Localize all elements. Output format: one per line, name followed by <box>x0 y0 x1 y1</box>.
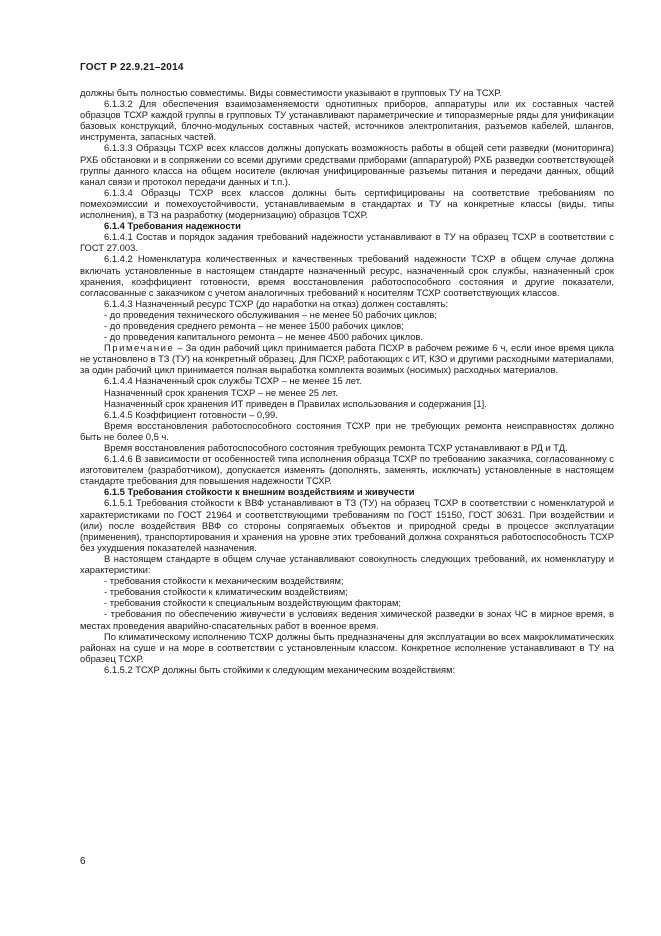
list-item: - требования стойкости к механическим воздействиям; <box>104 575 344 587</box>
list-item: - до проведения технического обслуживания – не менее 50 рабочих циклов; <box>104 308 437 320</box>
page-number: 6 <box>80 856 86 867</box>
paragraph: 6.1.4.2 Номенклатура количественных и качественных требований надежности ТСХР в общем случае должна включать установленные в настоящем стандарте назначенный ресурс, назначенный срок службы, назначенный срок хранения, коэффициент готовности, время восстановления работоспособного состояния и другие показатели, согласованные с заказчиком с учетом аналогичных требований к носителям ТСХР соответствующих классов. <box>80 253 614 298</box>
list-item: - до проведения капитального ремонта – не менее 4500 рабочих циклов. <box>104 331 424 343</box>
list-item: - требования по обеспечению живучести в условиях ведения химической разведки в зонах ЧС в мирное время, в местах проведения аварийно-спасательных работ в военное время. <box>80 608 614 631</box>
note-text: – За один рабочий цикл принимается работа ПСХР в рабочем режиме 6 ч, если иное время цикла не установлено в ТЗ (ТУ) на конкретный образец. Для ПСХР, работающих с ИТ, КЗО и другими расходными материалами, за один рабочий цикл принимается полная выработка комплекта возимых (носимых) расходных материалов. <box>80 342 614 376</box>
page-header-doc-code: ГОСТ Р 22.9.21–2014 <box>80 62 184 73</box>
paragraph: Время восстановления работоспособного состояния требующих ремонта ТСХР устанавливают в РД и ТД. <box>104 442 568 453</box>
paragraph: 6.1.5.1 Требования стойкости к ВВФ устанавливают в ТЗ (ТУ) на образец ТСХР в соответствии с номенклатурой и характеристиками по ГОСТ 21964 и соответствующими требованиям по ГОСТ 15150, ГОСТ 30631. При воздействии и (или) после воздействия ВВФ со стороны сопрягаемых объектов и природной среды в процессе эксплуатации (применения), транспортирования и хранения на уровне этих требований должна сохраняться работоспособность ТСХР без ухудшения показателей назначения. <box>80 497 614 553</box>
note-paragraph <box>80 342 614 375</box>
paragraph: 6.1.4.4 Назначенный срок службы ТСХР – не менее 15 лет. <box>104 375 362 387</box>
paragraph: 6.1.4.6 В зависимости от особенностей типа исполнения образца ТСХР по требованию заказчика, согласованному с изготовителем (разработчиком), допускается изменять (дополнять, заменять, исключать) установленные в настоящем стандарте требования для повышения надежности ТСХР. <box>80 453 614 487</box>
paragraph: По климатическому исполнению ТСХР должны быть предназначены для эксплуатации во всех макроклиматических районах на суше и на море в соответствии с установленным классом. Конкретное исполнение устанавливают в ТУ на образец ТСХР. <box>80 630 614 664</box>
paragraph: 6.1.3.2 Для обеспечения взаимозаменяемости однотипных приборов, аппаратуры или их составных частей образцов ТСХР каждой группы в групповых ТУ устанавливают параметрические и типоразмерные ряды для унификации базовых конструкций, блочно-модульных составных частей, источников электропитания, разъемов кабелей, шлангов, инструмента, запасных частей. <box>80 98 614 143</box>
paragraph: 6.1.3.4 Образцы ТСХР всех классов должны быть сертифицированы на соответствие требованиям по помехоэмиссии и помехоустойчивости, устанавливаемым в стандартах и ТУ на конкретные классы (виды, типы исполнения), в ТЗ на разработку (модернизацию) образцов ТСХР. <box>80 186 614 221</box>
list-item: - требования стойкости к специальным воздействующим факторам; <box>104 597 401 609</box>
paragraph: 6.1.4.1 Состав и порядок задания требований надежности устанавливают в ТУ на образец ТСХР в соответствии с ГОСТ 27.003. <box>80 231 614 254</box>
note-label: Примечание <box>104 342 175 354</box>
paragraph: должны быть полностью совместимы. Виды совместимости указывают в групповых ТУ на ТСХР. <box>80 87 502 98</box>
paragraph: 6.1.4.3 Назначенный ресурс ТСХР (до наработки на отказ) должен составлять: <box>104 297 448 309</box>
paragraph: 6.1.3.3 Образцы ТСХР всех классов должны допускать возможность работы в общей сети разведки (мониторинга) РХБ обстановки и в сопряжении со всеми другими средствами приборами (аппаратурой) РХБ разведки соответствующей группы данного класса на общем носителе (включая унифицированные разъемы питания и передачи данных, общий канал связи и протокол передачи данных и т.п.). <box>80 142 614 187</box>
paragraph: 6.1.4.5 Коэффициент готовности – 0,99. <box>104 408 278 420</box>
paragraph: Назначенный срок хранения ИТ приведен в Правилах использования и содержания [1]. <box>104 397 487 409</box>
paragraph: В настоящем стандарте в общем случае устанавливают совокупность следующих требований, их номенклатуру и характеристики: <box>80 552 614 576</box>
section-heading: 6.1.5 Требования стойкости к внешним воздействиям и живучести <box>104 486 415 498</box>
list-item: - до проведения среднего ремонта – не менее 1500 рабочих циклов; <box>104 319 404 331</box>
section-heading: 6.1.4 Требования надежности <box>104 220 241 232</box>
paragraph: Назначенный срок хранения ТСХР – не менее 25 лет. <box>104 386 338 398</box>
list-item: - требования стойкости к климатическим воздействиям; <box>104 586 348 598</box>
paragraph: Время восстановления работоспособного состояния ТСХР при не требующих ремонта неисправностях должно быть не более 0,5 ч. <box>80 419 614 442</box>
document-body <box>80 87 614 675</box>
paragraph: 6.1.5.2 ТСХР должны быть стойкими к следующим механическим воздействиям: <box>104 663 456 675</box>
